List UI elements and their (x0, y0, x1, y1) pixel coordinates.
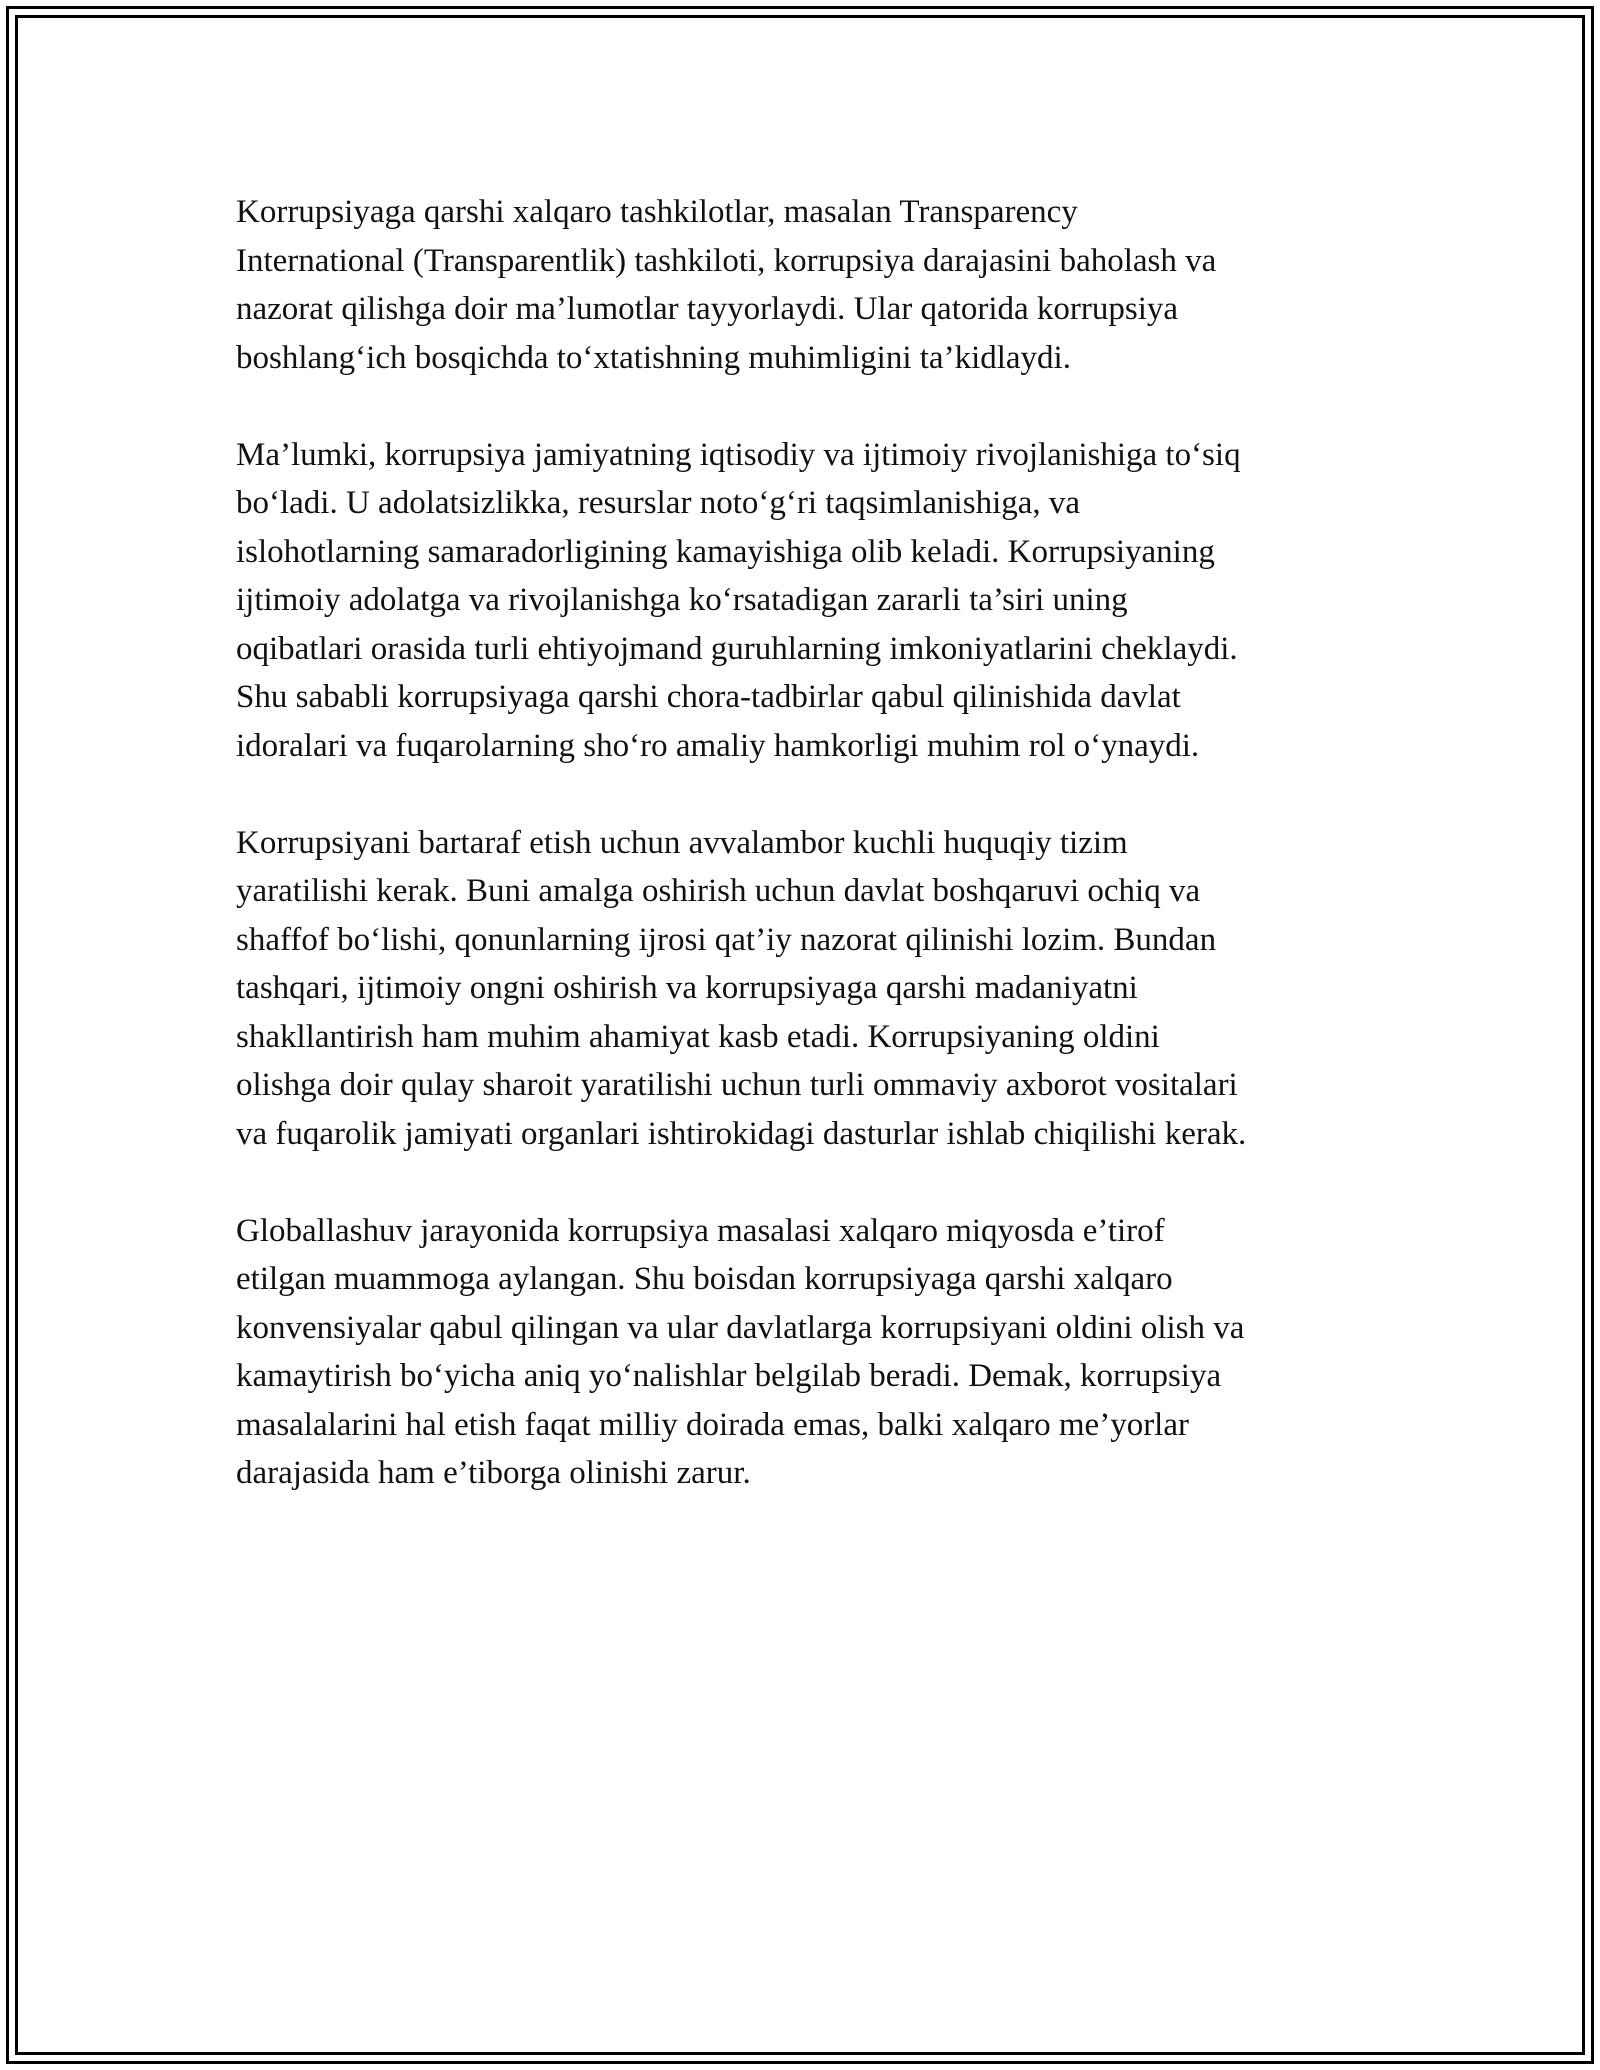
text-line: Korrupsiyaga qarshi xalqaro tashkilotlar, masalan Transparency (236, 194, 1078, 230)
text-line: va fuqarolik jamiyati organlari ishtirokidagi dasturlar ishlab chiqilishi kerak. (236, 1115, 1247, 1152)
text-line: Shu sababli korrupsiyaga qarshi chora-tadbirlar qabul qilinishida davlat (236, 679, 1181, 715)
text-line: tashqari, ijtimoiy ongni oshirish va korrupsiyaga qarshi madaniyatni (236, 970, 1138, 1006)
text-line: idoralari va fuqarolarning sho‘ro amaliy hamkorligi muhim rol o‘ynaydi. (236, 727, 1200, 764)
text-line: International (Transparentlik) tashkiloti, korrupsiya darajasini baholash va (236, 242, 1217, 279)
text-line: konvensiyalar qabul qilingan va ular davlatlarga korrupsiyani oldini olish va (236, 1309, 1245, 1346)
paragraph-1 (236, 188, 1386, 382)
text-line: islohotlarning samaradorligining kamayishiga olib keladi. Korrupsiyaning (236, 533, 1215, 570)
text-line: nazorat qilishga doir ma’lumotlar tayyorlaydi. Ular qatorida korrupsiya (236, 291, 1179, 327)
document-body (236, 188, 1386, 1546)
text-line: etilgan muammoga aylangan. Shu boisdan korrupsiyaga qarshi xalqaro (236, 1261, 1173, 1297)
text-line: oqibatlari orasida turli ehtiyojmand guruhlarning imkoniyatlarini cheklaydi. (236, 630, 1238, 667)
text-line: shaffof bo‘lishi, qonunlarning ijrosi qat’iy nazorat qilinishi lozim. Bundan (236, 921, 1217, 958)
text-line: yaratilishi kerak. Buni amalga oshirish uchun davlat boshqaruvi ochiq va (236, 873, 1201, 909)
text-line: Ma’lumki, korrupsiya jamiyatning iqtisodiy va ijtimoiy rivojlanishiga to‘siq (236, 436, 1241, 473)
text-line: Korrupsiyani bartaraf etish uchun avvalambor kuchli huquqiy tizim (236, 824, 1128, 861)
text-line: olishga doir qulay sharoit yaratilishi uchun turli ommaviy axborot vositalari (236, 1067, 1238, 1103)
text-line: Globallashuv jarayonida korrupsiya masalasi xalqaro miqyosda e’tirof (236, 1212, 1165, 1249)
text-line: shakllantirish ham muhim ahamiyat kasb etadi. Korrupsiyaning oldini (236, 1018, 1160, 1055)
text-line: ijtimoiy adolatga va rivojlanishga ko‘rsatadigan zararli ta’siri uning (236, 582, 1128, 618)
text-line: boshlang‘ich bosqichda to‘xtatishning muhimligini ta’kidlaydi. (236, 339, 1071, 376)
text-line: bo‘ladi. U adolatsizlikka, resurslar noto‘g‘ri taqsimlanishiga, va (236, 485, 1081, 521)
text-line: darajasida ham e’tiborga olinishi zarur. (236, 1455, 751, 1491)
text-line: kamaytirish bo‘yicha aniq yo‘nalishlar belgilab beradi. Demak, korrupsiya (236, 1358, 1222, 1394)
paragraph-3 (236, 819, 1386, 1159)
text-line: masalalarini hal etish faqat milliy doirada emas, balki xalqaro me’yorlar (236, 1406, 1189, 1443)
paragraph-4 (236, 1207, 1386, 1498)
paragraph-2 (236, 431, 1386, 771)
